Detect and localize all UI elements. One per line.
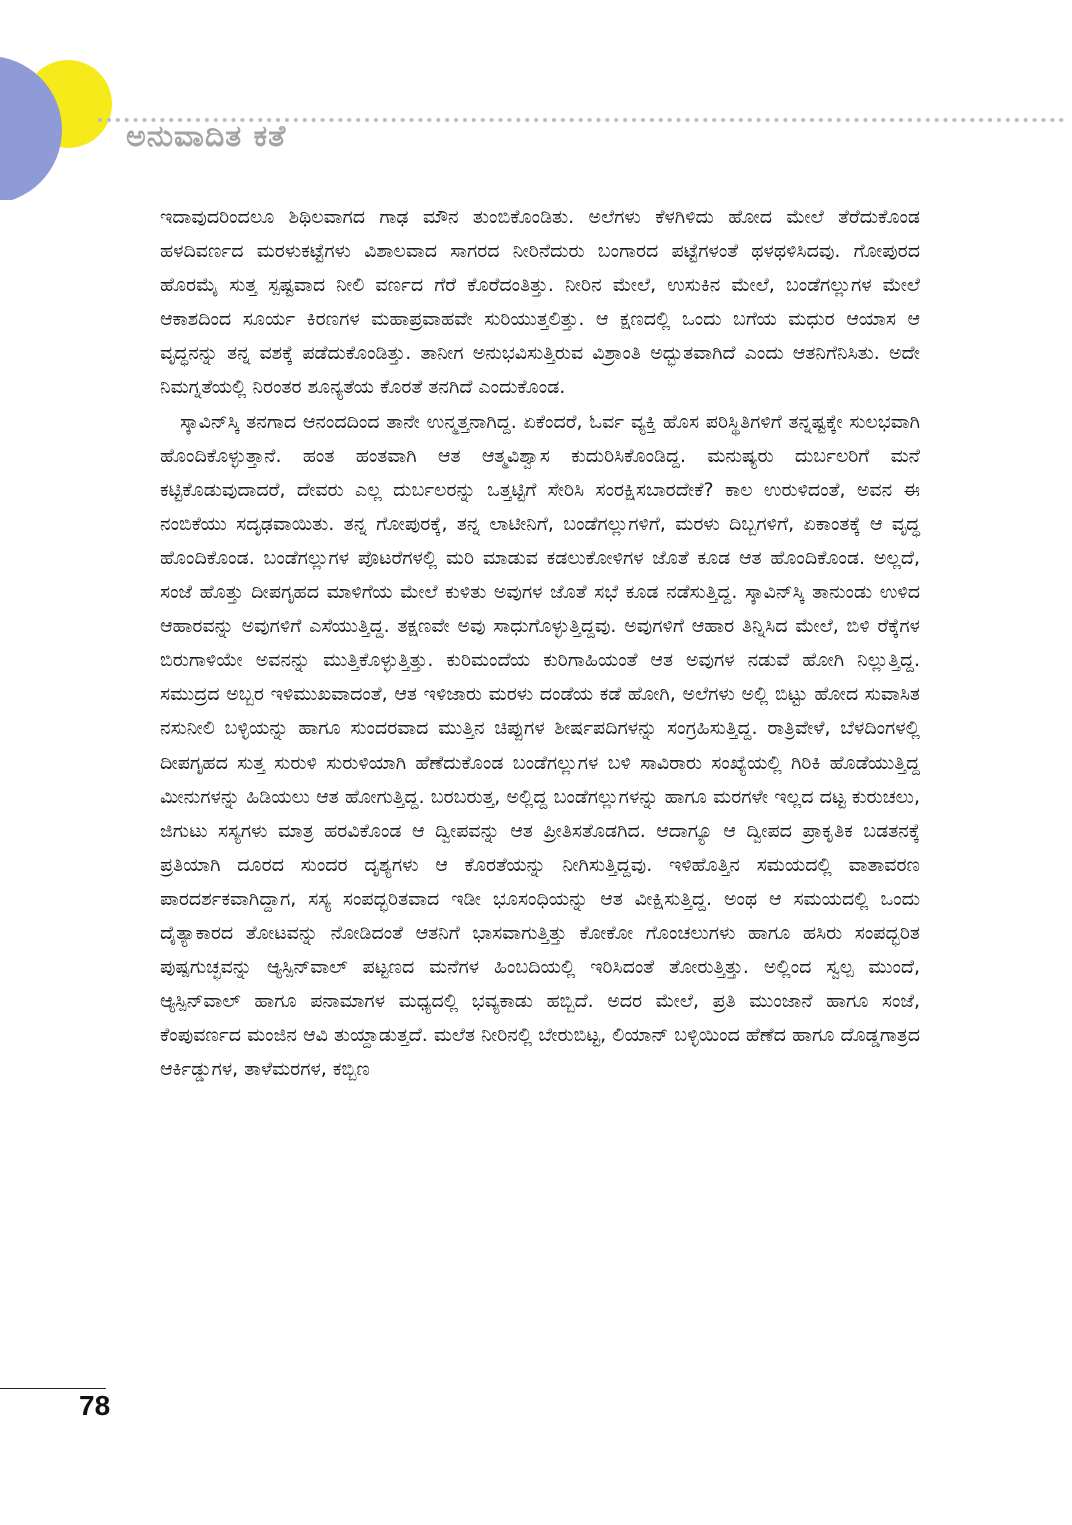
header-decoration <box>0 0 1072 200</box>
paragraph: ಸ್ಕಾವಿನ್‌ಸ್ಕಿ ತನಗಾದ ಆನಂದದಿಂದ ತಾನೇ ಉನ್ಮತ್ತನಾಗಿದ್ದ. ಏಕೆಂದರೆ, ಓರ್ವ ವ್ಯಕ್ತಿ ಹೊಸ ಪರಿಸ್ಥಿತಿಗಳಿಗೆ ತನ್ನಷ್ಟಕ್ಕೇ ಸುಲಭವಾಗಿ ಹೊಂದಿಕೊಳ್ಳುತ್ತಾನೆ. ಹಂತ ಹಂತವಾಗಿ ಆತ ಆತ್ಮವಿಶ್ವಾಸ ಕುದುರಿಸಿಕೊಂಡಿದ್ದ. ಮನುಷ್ಯರು ದುರ್ಬಲರಿಗೆ ಮನೆ ಕಟ್ಟಿಕೊಡುವುದಾದರೆ, ದೇವರು ಎಲ್ಲ ದುರ್ಬಲರನ್ನು ಒತ್ತಟ್ಟಿಗೆ ಸೇರಿಸಿ ಸಂರಕ್ಷಿಸಬಾರದೇಕೆ? ಕಾಲ ಉರುಳಿದಂತೆ, ಅವನ ಈ ನಂಬಿಕೆಯು ಸದೃಢವಾಯಿತು. ತನ್ನ ಗೋಪುರಕ್ಕೆ, ತನ್ನ ಲಾಟೀನಿಗೆ, ಬಂಡೆಗಲ್ಲುಗಳಿಗೆ, ಮರಳು ದಿಬ್ಬಗಳಿಗೆ, ಏಕಾಂತಕ್ಕೆ ಆ ವೃದ್ಧ ಹೊಂದಿಕೊಂಡ. ಬಂಡೆಗಲ್ಲುಗಳ ಪೊಟರೆಗಳಲ್ಲಿ ಮರಿ ಮಾಡುವ ಕಡಲುಕೋಳಿಗಳ ಜೊತೆ ಕೂಡ ಆತ ಹೊಂದಿಕೊಂಡ. ಅಲ್ಲದೆ, ಸಂಜೆ ಹೊತ್ತು ದೀಪಗೃಹದ ಮಾಳಿಗೆಯ ಮೇಲೆ ಕುಳಿತು ಅವುಗಳ ಜೊತೆ ಸಭೆ ಕೂಡ ನಡೆಸುತ್ತಿದ್ದ. ಸ್ಕಾವಿನ್‌ಸ್ಕಿ ತಾನುಂಡು ಉಳಿದ ಆಹಾರವನ್ನು ಅವುಗಳಿಗೆ ಎಸೆಯುತ್ತಿದ್ದ. ತಕ್ಷಣವೇ ಅವು ಸಾಧುಗೊಳ್ಳುತ್ತಿದ್ದವು. ಅವುಗಳಿಗೆ ಆಹಾರ ತಿನ್ನಿಸಿದ ಮೇಲೆ, ಬಿಳಿ ರೆಕ್ಕೆಗಳ ಬಿರುಗಾಳಿಯೇ ಅವನನ್ನು ಮುತ್ತಿಕೊಳ್ಳುತ್ತಿತ್ತು. ಕುರಿಮಂದೆಯ ಕುರಿಗಾಹಿಯಂತೆ ಆತ ಅವುಗಳ ನಡುವೆ ಹೋಗಿ ನಿಲ್ಲುತ್ತಿದ್ದ. ಸಮುದ್ರದ ಅಬ್ಬರ ಇಳಿಮುಖವಾದಂತೆ, ಆತ ಇಳಿಜಾರು ಮರಳು ದಂಡೆಯ ಕಡೆ ಹೋಗಿ, ಅಲೆಗಳು ಅಲ್ಲಿ ಬಿಟ್ಟು ಹೋದ ಸುವಾಸಿತ ನಸುನೀಲಿ ಬಳ್ಳಿಯನ್ನು ಹಾಗೂ ಸುಂದರವಾದ ಮುತ್ತಿನ ಚಿಪ್ಪುಗಳ ಶೀರ್ಷಪದಿಗಳನ್ನು ಸಂಗ್ರಹಿಸುತ್ತಿದ್ದ. ರಾತ್ರಿವೇಳೆ, ಬೆಳದಿಂಗಳಲ್ಲಿ ದೀಪಗೃಹದ ಸುತ್ತ ಸುರುಳಿ ಸುರುಳಿಯಾಗಿ ಹೆಣೆದುಕೊಂಡ ಬಂಡೆಗಲ್ಲುಗಳ ಬಳಿ ಸಾವಿರಾರು ಸಂಖ್ಯೆಯಲ್ಲಿ ಗಿರಿಕಿ ಹೊಡೆಯುತ್ತಿದ್ದ ಮೀನುಗಳನ್ನು ಹಿಡಿಯಲು ಆತ ಹೋಗುತ್ತಿದ್ದ. ಬರಬರುತ್ತ, ಅಲ್ಲಿದ್ದ ಬಂಡೆಗಲ್ಲುಗಳನ್ನು ಹಾಗೂ ಮರಗಳೇ ಇಲ್ಲದ ದಟ್ಟ ಕುರುಚಲು, ಜಿಗುಟು ಸಸ್ಯಗಳು ಮಾತ್ರ ಹರವಿಕೊಂಡ ಆ ದ್ವೀಪವನ್ನು ಆತ ಪ್ರೀತಿಸತೊಡಗಿದ. ಆದಾಗ್ಯೂ ಆ ದ್ವೀಪದ ಪ್ರಾಕೃತಿಕ ಬಡತನಕ್ಕೆ ಪ್ರತಿಯಾಗಿ ದೂರದ ಸುಂದರ ದೃಶ್ಯಗಳು ಆ ಕೊರತೆಯನ್ನು ನೀಗಿಸುತ್ತಿದ್ದವು. ಇಳಿಹೊತ್ತಿನ ಸಮಯದಲ್ಲಿ ವಾತಾವರಣ ಪಾರದರ್ಶಕವಾಗಿದ್ದಾಗ, ಸಸ್ಯ ಸಂಪದ್ಭರಿತವಾದ ಇಡೀ ಭೂಸಂಧಿಯನ್ನು ಆತ ವೀಕ್ಷಿಸುತ್ತಿದ್ದ. ಅಂಥ ಆ ಸಮಯದಲ್ಲಿ ಒಂದು ದೈತ್ಯಾಕಾರದ ತೋಟವನ್ನು ನೋಡಿದಂತೆ ಆತನಿಗೆ ಭಾಸವಾಗುತ್ತಿತ್ತು ಕೋಕೋ ಗೊಂಚಲುಗಳು ಹಾಗೂ ಹಸಿರು ಸಂಪದ್ಭರಿತ ಪುಷ್ಪಗುಚ್ಛವನ್ನು ಆ್ಯಸ್ಪಿನ್‌ವಾಲ್ ಪಟ್ಟಣದ ಮನೆಗಳ ಹಿಂಬದಿಯಲ್ಲಿ ಇರಿಸಿದಂತೆ ತೋರುತ್ತಿತ್ತು. ಅಲ್ಲಿಂದ ಸ್ವಲ್ಪ ಮುಂದೆ, ಆ್ಯಸ್ಪಿನ್‌ವಾಲ್ ಹಾಗೂ ಪನಾಮಾಗಳ ಮಧ್ಯದಲ್ಲಿ ಭವ್ಯಕಾಡು ಹಬ್ಬಿದೆ. ಅದರ ಮೇಲೆ, ಪ್ರತಿ ಮುಂಜಾನೆ ಹಾಗೂ ಸಂಜೆ, ಕೆಂಪುವರ್ಣದ ಮಂಜಿನ ಆವಿ ತುಯ್ದಾಡುತ್ತದೆ. ಮಲೆತ ನೀರಿನಲ್ಲಿ ಬೇರುಬಿಟ್ಟ, ಲಿಯಾನ್ ಬಳ್ಳಿಯಿಂದ ಹೆಣೆದ ಹಾಗೂ ದೊಡ್ಡಗಾತ್ರದ ಆರ್ಕಿಡ್ಡುಗಳ, ತಾಳೆಮರಗಳ, ಕಬ್ಬಿಣ <box>160 410 920 1081</box>
story-body <box>160 200 920 1086</box>
page-number: 78 <box>79 1390 111 1421</box>
paragraph: ಇದಾವುದರಿಂದಲೂ ಶಿಥಿಲವಾಗದ ಗಾಢ ಮೌನ ತುಂಬಿಕೊಂಡಿತು. ಅಲೆಗಳು ಕೆಳಗಿಳಿದು ಹೋದ ಮೇಲೆ ತೆರೆದುಕೊಂಡ ಹಳದಿವರ್ಣದ ಮರಳುಕಟ್ಟೆಗಳು ವಿಶಾಲವಾದ ಸಾಗರದ ನೀರಿನೆದುರು ಬಂಗಾರದ ಪಟ್ಟೆಗಳಂತೆ ಥಳಥಳಿಸಿದವು. ಗೋಪುರದ ಹೊರಮೈ ಸುತ್ತ ಸ್ಪಷ್ಟವಾದ ನೀಲಿ ವರ್ಣದ ಗೆರೆ ಕೊರೆದಂತಿತ್ತು. ನೀರಿನ ಮೇಲೆ, ಉಸುಕಿನ ಮೇಲೆ, ಬಂಡೆಗಲ್ಲುಗಳ ಮೇಲೆ ಆಕಾಶದಿಂದ ಸೂರ್ಯ ಕಿರಣಗಳ ಮಹಾಪ್ರವಾಹವೇ ಸುರಿಯುತ್ತಲಿತ್ತು. ಆ ಕ್ಷಣದಲ್ಲಿ ಒಂದು ಬಗೆಯ ಮಧುರ ಆಯಾಸ ಆ ವೃದ್ಧನನ್ನು ತನ್ನ ವಶಕ್ಕೆ ಪಡೆದುಕೊಂಡಿತ್ತು. ತಾನೀಗ ಅನುಭವಿಸುತ್ತಿರುವ ವಿಶ್ರಾಂತಿ ಅದ್ಭುತವಾಗಿದೆ ಎಂದು ಆತನಿಗೆನಿಸಿತು. ಅದೇ ನಿಮಗ್ನತೆಯಲ್ಲಿ ನಿರಂತರ ಶೂನ್ಯತೆಯ ಕೊರತೆ ತನಗಿದೆ ಎಂದುಕೊಂಡ. <box>160 206 920 399</box>
section-title: ಅನುವಾದಿತ ಕತೆ <box>126 119 287 154</box>
footer-rule <box>0 1388 106 1389</box>
